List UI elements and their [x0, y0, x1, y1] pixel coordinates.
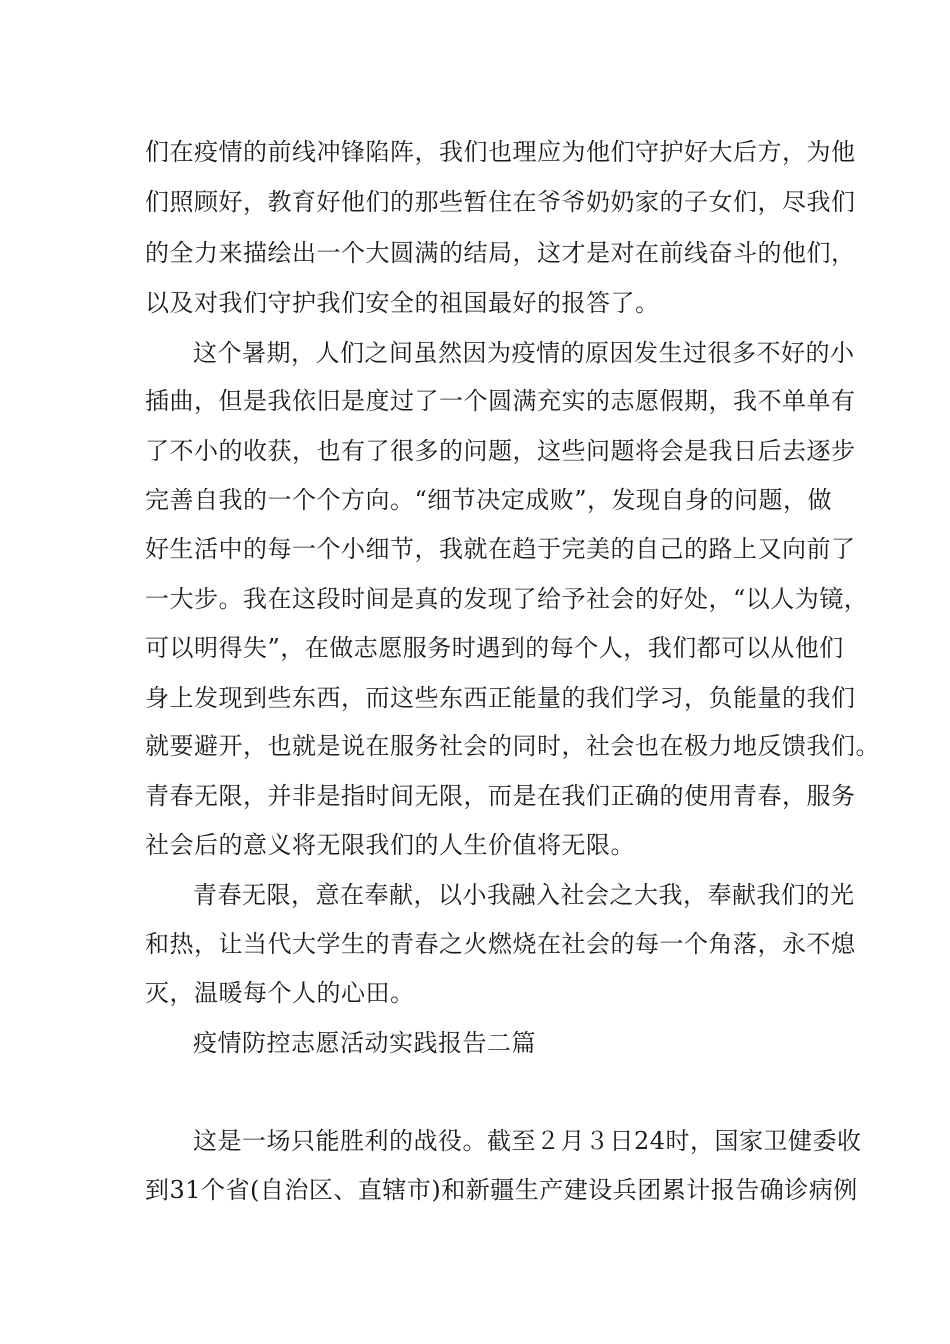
paragraph-line: 一大步。我在这段时间是真的发现了给予社会的好处，“以人为镜， [145, 585, 869, 613]
paragraph-line: 青春无限，意在奉献，以小我融入社会之大我，奉献我们的光 [193, 881, 855, 909]
paragraph-line: 可以明得失”，在做志愿服务时遇到的每个人，我们都可以从他们 [145, 634, 844, 662]
paragraph-line: 以及对我们守护我们安全的祖国最好的报答了。 [145, 289, 660, 317]
paragraph-line: 这个暑期，人们之间虽然因为疫情的原因发生过很多不好的小 [193, 339, 855, 367]
paragraph-line: 社会后的意义将无限我们的人生价值将无限。 [145, 831, 635, 859]
paragraph-line: 们在疫情的前线冲锋陷阵，我们也理应为他们守护好大后方，为他 [145, 138, 856, 166]
paragraph-line: 插曲，但是我依旧是度过了一个圆满充实的志愿假期，我不单单有 [145, 387, 856, 415]
paragraph-line: 就要避开，也就是说在服务社会的同时，社会也在极力地反馈我们。 [145, 732, 880, 760]
paragraph-line: 身上发现到些东西，而这些东西正能量的我们学习，负能量的我们 [145, 684, 856, 712]
paragraph-line: 好生活中的每一个小细节，我就在趋于完美的自己的路上又向前了 [145, 535, 856, 563]
paragraph-line: 到31个省(自治区、直辖市)和新疆生产建设兵团累计报告确诊病例 [145, 1176, 858, 1204]
paragraph-line: 了不小的收获，也有了很多的问题，这些问题将会是我日后去逐步 [145, 437, 856, 465]
paragraph-line: 的全力来描绘出一个大圆满的结局，这才是对在前线奋斗的他们， [145, 239, 856, 267]
section-heading: 疫情防控志愿活动实践报告二篇 [193, 1029, 536, 1057]
paragraph-line: 灭，温暖每个人的心田。 [145, 979, 415, 1007]
paragraph-line: 青春无限，并非是指时间无限，而是在我们正确的使用青春，服务 [145, 782, 856, 810]
paragraph-line: 完善自我的一个个方向。“细节决定成败”，发现自身的问题，做 [145, 486, 833, 514]
paragraph-line: 这是一场只能胜利的战役。截至２月３日24时，国家卫健委收 [193, 1127, 862, 1155]
paragraph-line: 们照顾好，教育好他们的那些暂住在爷爷奶奶家的子女们，尽我们 [145, 188, 856, 216]
paragraph-line: 和热，让当代大学生的青春之火燃烧在社会的每一个角落，永不熄 [145, 930, 856, 958]
